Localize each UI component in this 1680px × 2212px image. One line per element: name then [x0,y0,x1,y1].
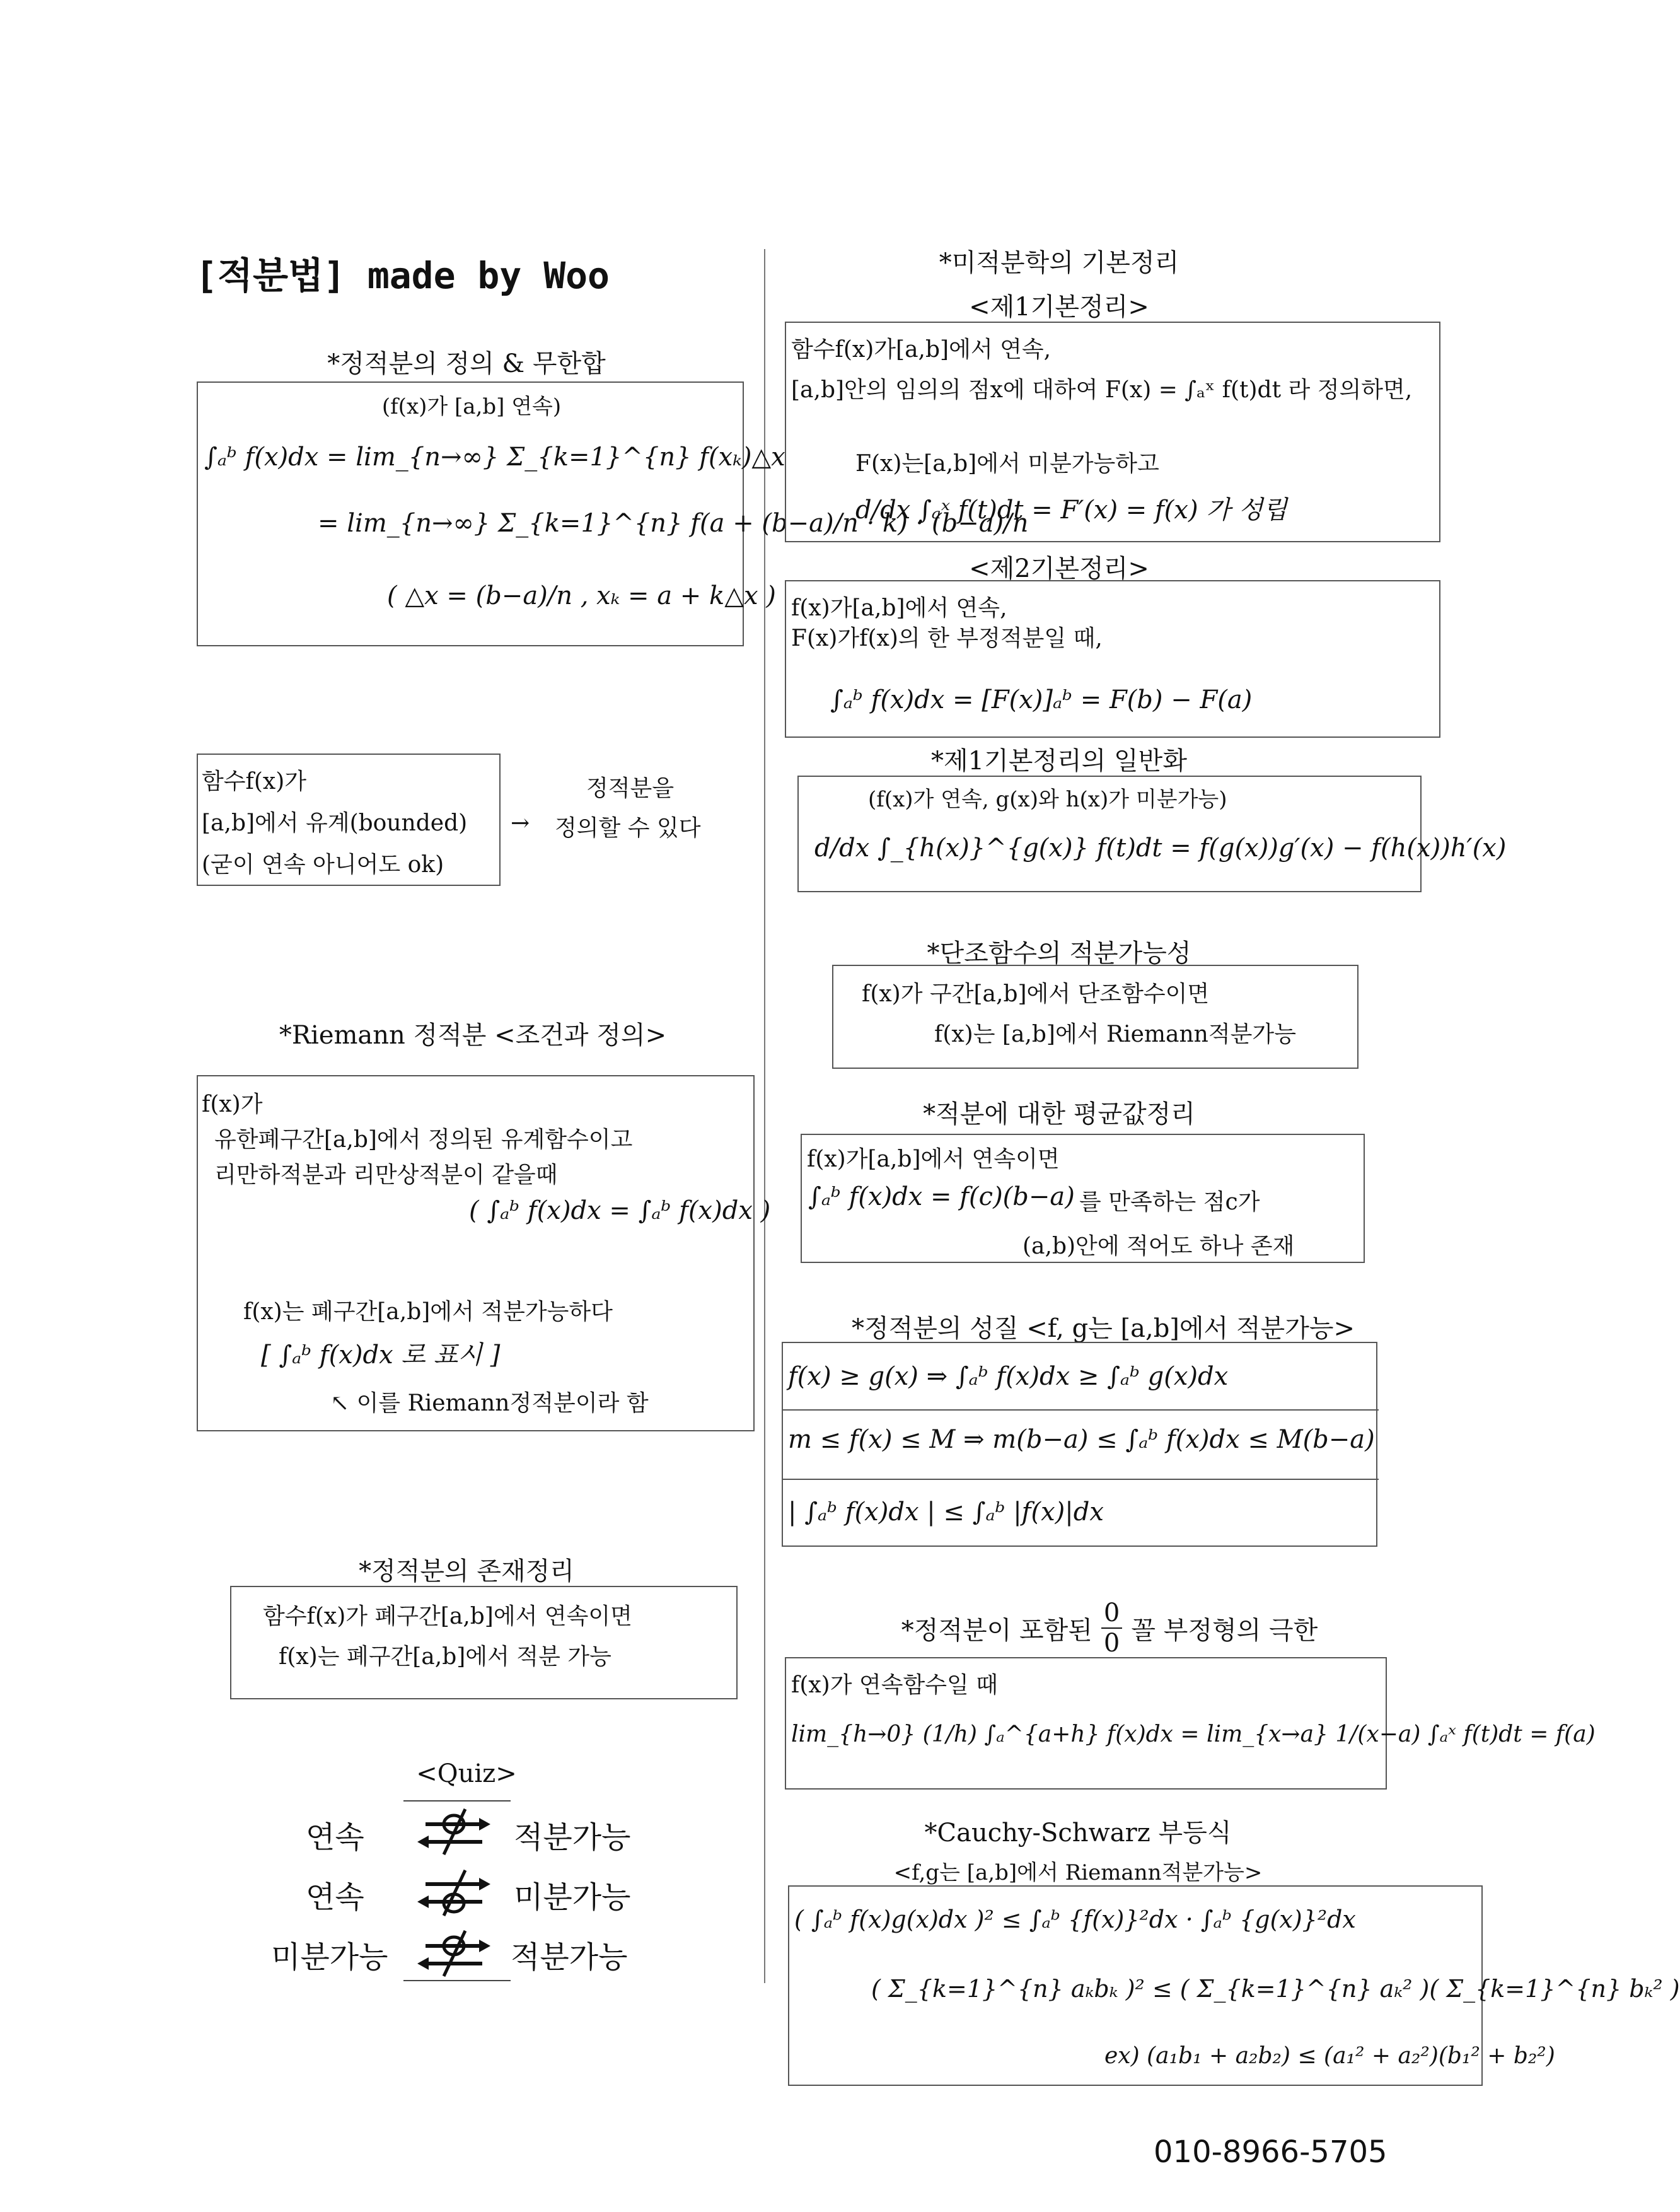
existence-heading: *정적분의 존재정리 [359,1557,574,1586]
limit-frac-num: 0 [1101,1598,1122,1629]
riemann-l6: [ ∫ₐᵇ f(x)dx 로 표시 ] [261,1341,501,1370]
properties-r1: f(x) ≥ g(x) ⇒ ∫ₐᵇ f(x)dx ≥ ∫ₐᵇ g(x)dx [788,1362,1229,1391]
mvt-l2: ∫ₐᵇ f(x)dx = f(c)(b−a) [808,1182,1075,1211]
quiz-heading: <Quiz> [416,1759,517,1788]
quiz-row2-right: 미분가능 [514,1880,631,1915]
generalization-eq: d/dx ∫_{h(x)}^{g(x)} f(t)dt = f(g(x))g′(x) − f(h(x))h′(x) [814,834,1507,863]
bounded-line2: [a,b]에서 유계(bounded) [202,810,468,836]
limit-heading [794,1598,1425,1658]
limit-l2: lim_{h→0} (1/h) ∫ₐ^{a+h} f(x)dx = lim_{x→a} 1/(x−a) ∫ₐˣ f(t)dt = f(a) [791,1721,1596,1747]
riemann-box [197,1075,771,1431]
mvt-l2b: 를 만족하는 점c가 [1079,1189,1260,1215]
riemann-l2: 유한폐구간[a,b]에서 정의된 유계함수이고 [214,1127,633,1153]
properties-divider2 [783,1479,1379,1480]
bounded-line3: (굳이 연속 아니어도 ok) [202,852,444,878]
monotone-l2: f(x)는 [a,b]에서 Riemann적분가능 [934,1022,1296,1047]
properties-r3: | ∫ₐᵇ f(x)dx | ≤ ∫ₐᵇ |f(x)|dx [788,1498,1104,1527]
limit-heading-a: *정적분이 포함된 [901,1615,1092,1645]
page-title: [적분법] made by Woo [195,254,610,297]
quiz-row3-not-implies-icon [416,1928,492,1979]
cauchy-schwarz-heading: *Cauchy-Schwarz 부등식 [924,1819,1232,1848]
quiz-row2-not-implies-icon [416,1868,492,1918]
quiz-row1-left: 연속 [306,1820,364,1855]
limit-heading-fraction [1101,1598,1122,1658]
mvt-heading: *적분에 대한 평균값정리 [923,1100,1195,1129]
ftc1-l4: d/dx ∫ₐˣ f(t)dt = F′(x) = f(x) 가 성립 [855,496,1287,525]
definition-eq3: ( △x = (b−a)/n , xₖ = a + k△x ) [387,581,776,610]
quiz-row2-left: 연속 [306,1880,364,1915]
existence-box [230,1586,738,1699]
definition-eq2: = lim_{n→∞} Σ_{k=1}^{n} f(a + (b−a)/n · k) · (b−a)/n [318,509,1029,538]
cauchy-schwarz-box [788,1885,1680,2086]
quiz-bottom-line [403,1980,511,1981]
quiz-row3-right: 적분가능 [511,1940,628,1975]
definition-condition: (f(x)가 [a,b] 연속) [381,394,562,419]
mvt-l1: f(x)가[a,b]에서 연속이면 [807,1146,1060,1172]
limit-heading-b: 꼴 부정형의 극한 [1131,1615,1318,1645]
ftc2-l3: ∫ₐᵇ f(x)dx = [F(x)]ₐᵇ = F(b) − F(a) [830,685,1253,714]
generalization-condition: (f(x)가 연속, g(x)와 h(x)가 미분가능) [868,787,1227,812]
ftc1-l1: 함수f(x)가[a,b]에서 연속, [791,337,1051,363]
ftc-heading: *미적분학의 기본정리 [939,248,1179,277]
cauchy-schwarz-l3: ex) (a₁b₁ + a₂b₂) ≤ (a₁² + a₂²)(b₁² + b₂²) [1104,2043,1555,2069]
ftc2-box [785,580,1440,738]
monotone-heading: *단조함수의 적분가능성 [927,939,1191,968]
limit-frac-den: 0 [1103,1629,1120,1658]
properties-r2: m ≤ f(x) ≤ M ⇒ m(b−a) ≤ ∫ₐᵇ f(x)dx ≤ M(b−a) [788,1425,1375,1454]
ftc1-l3: F(x)는[a,b]에서 미분가능하고 [855,451,1159,477]
existence-l2: f(x)는 폐구간[a,b]에서 적분 가능 [279,1644,611,1670]
limit-box [785,1657,1596,1790]
bounded-line1: 함수f(x)가 [202,769,307,795]
riemann-l1: f(x)가 [202,1091,263,1117]
quiz-row1-right: 적분가능 [514,1820,631,1855]
riemann-l5: f(x)는 폐구간[a,b]에서 적분가능하다 [243,1299,613,1325]
ftc2-l1: f(x)가[a,b]에서 연속, [791,595,1007,621]
properties-box [782,1342,1377,1547]
ftc1-l2: [a,b]안의 임의의 점x에 대하여 F(x) = ∫ₐˣ f(t)dt 라 정의하면, [791,377,1413,403]
ftc-sub1: <제1기본정리> [969,293,1149,322]
bounded-result2: 정의할 수 있다 [555,815,701,841]
riemann-heading: *Riemann 정적분 <조건과 정의> [279,1021,667,1050]
limit-l1: f(x)가 연속함수일 때 [791,1672,999,1698]
cauchy-schwarz-l1: ( ∫ₐᵇ f(x)g(x)dx )² ≤ ∫ₐᵇ {f(x)}²dx · ∫ₐᵇ {g(x)}²dx [794,1906,1356,1933]
phone-number: 010-8966-5705 [1154,2134,1387,2170]
ftc-sub2: <제2기본정리> [969,554,1149,583]
mvt-box [801,1134,1365,1263]
generalization-box [797,776,1507,892]
monotone-l1: f(x)가 구간[a,b]에서 단조함수이면 [862,981,1210,1007]
properties-heading: *정적분의 성질 <f, g는 [a,b]에서 적분가능> [851,1314,1355,1343]
existence-l1: 함수f(x)가 폐구간[a,b]에서 연속이면 [263,1604,632,1629]
cauchy-schwarz-sub: <f,g는 [a,b]에서 Riemann적분가능> [893,1860,1263,1885]
monotone-box [832,965,1358,1069]
riemann-l4: ( ∫ₐᵇ f(x)dx = ∫ₐᵇ f(x)dx ) [469,1196,771,1225]
riemann-l3: 리만하적분과 리만상적분이 같을때 [214,1162,558,1188]
definition-heading: *정적분의 정의 & 무한합 [327,349,606,378]
definition-eq1: ∫ₐᵇ f(x)dx = lim_{n→∞} Σ_{k=1}^{n} f(xₖ)△x [204,443,785,472]
properties-divider1 [783,1409,1379,1411]
quiz-top-line [403,1800,511,1802]
riemann-l7: ↖ 이를 Riemann정적분이라 함 [330,1390,649,1416]
ftc2-l2: F(x)가f(x)의 한 부정적분일 때, [791,626,1103,651]
cauchy-schwarz-l2: ( Σ_{k=1}^{n} aₖbₖ )² ≤ ( Σ_{k=1}^{n} aₖ² )( Σ_{k=1}^{n} bₖ² ) [871,1975,1680,2003]
mvt-l3: (a,b)안에 적어도 하나 존재 [1022,1233,1295,1259]
bounded-box [197,754,501,886]
bounded-result1: 정적분을 [586,776,675,801]
generalization-heading: *제1기본정리의 일반화 [931,747,1187,776]
quiz-row1-not-implies-icon [416,1807,492,1857]
ftc1-box [785,322,1440,542]
bounded-arrow: → [511,810,530,836]
quiz-row3-left: 미분가능 [271,1940,388,1975]
